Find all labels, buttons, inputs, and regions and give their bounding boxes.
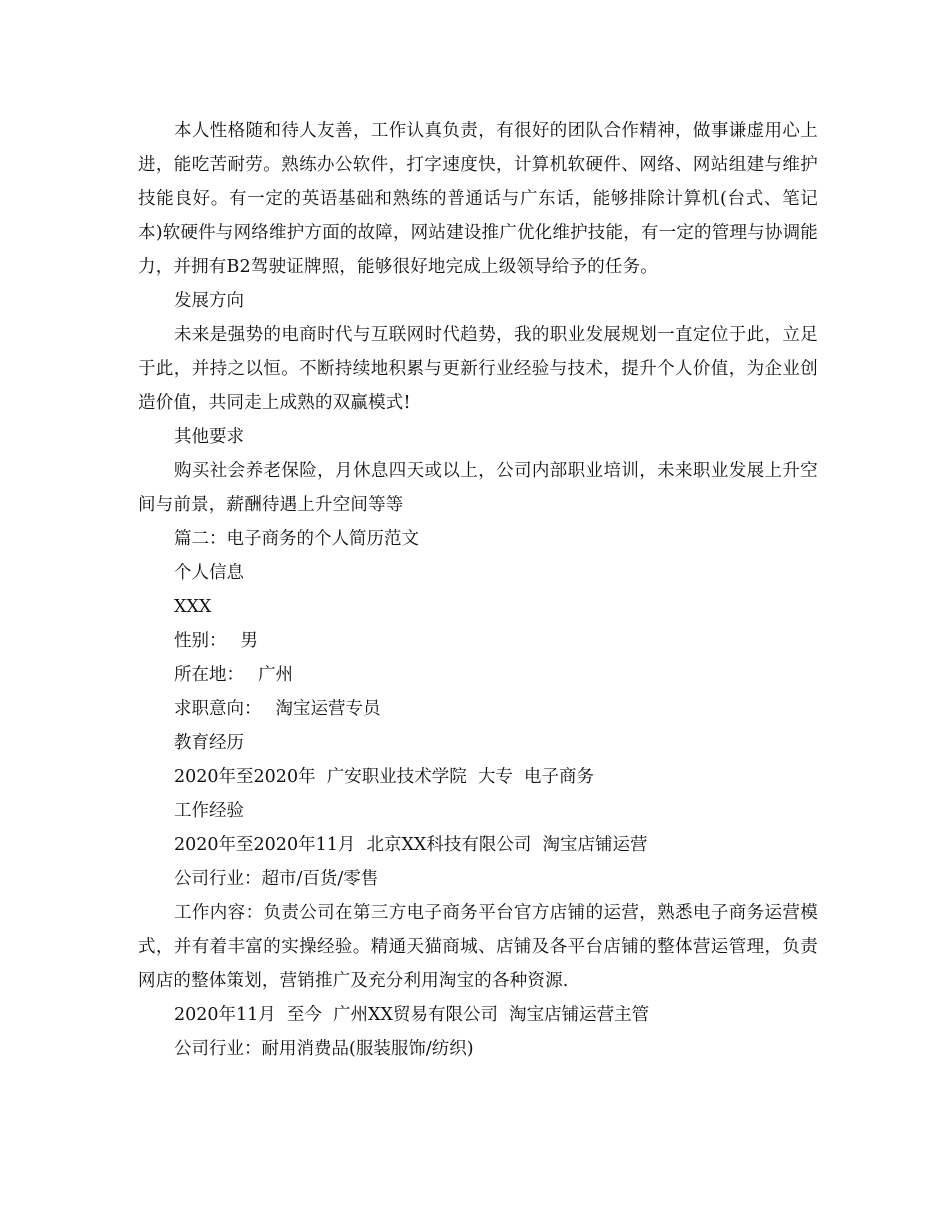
gender-value: 男 xyxy=(240,631,258,651)
work-experience-heading: 工作经验 xyxy=(174,801,244,821)
job2-entry: 2020年11月 至今 广州XX贸易有限公司 淘宝店铺运营主管 xyxy=(174,1005,650,1025)
job-intent-value: 淘宝运营专员 xyxy=(275,699,381,719)
development-paragraph: 未来是强势的电商时代与互联网时代趋势，我的职业发展规划一直定位于此，立足于此，并持之以恒。不断持续地积累与更新行业经验与技术，提升个人价值，为企业创造价值，共同走上成熟的双赢模式! xyxy=(138,325,818,413)
job1-content: 工作内容：负责公司在第三方电子商务平台官方店铺的运营，熟悉电子商务运营模式，并有着丰富的实操经验。精通天猫商城、店铺及各平台店铺的整体营运管理，负责网店的整体策划，营销推广及充分利用淘宝的各种资源. xyxy=(138,903,818,991)
part-two-title: 篇二：电子商务的个人简历范文 xyxy=(174,529,419,549)
gender-label: 性别： xyxy=(174,631,227,651)
job-intent-label: 求职意向： xyxy=(174,699,262,719)
location-value: 广州 xyxy=(258,665,293,685)
personal-info-heading: 个人信息 xyxy=(174,563,244,583)
job-intent-line xyxy=(138,692,818,726)
name-line: XXX xyxy=(174,597,212,617)
job2-industry: 公司行业：耐用消费品(服装服饰/纺织) xyxy=(174,1039,474,1059)
development-heading: 发展方向 xyxy=(174,291,244,311)
intro-paragraph: 本人性格随和待人友善，工作认真负责，有很好的团队合作精神，做事谦虚用心上进，能吃苦耐劳。熟练办公软件，打字速度快，计算机软硬件、网络、网站组建与维护技能良好。有一定的英语基础和熟练的普通话与广东话，能够排除计算机(台式、笔记本)软硬件与网络维护方面的故障，网站建设推广优化维护技能，有一定的管理与协调能力，并拥有B2驾驶证牌照，能够很好地完成上级领导给予的任务。 xyxy=(138,121,818,277)
gender-line xyxy=(138,624,818,658)
other-requirements-paragraph: 购买社会养老保险，月休息四天或以上，公司内部职业培训，未来职业发展上升空间与前景，薪酬待遇上升空间等等 xyxy=(138,461,818,515)
job1-industry: 公司行业：超市/百货/零售 xyxy=(174,869,379,889)
other-requirements-heading: 其他要求 xyxy=(174,427,244,447)
location-label: 所在地： xyxy=(174,665,244,685)
education-entry: 2020年至2020年 广安职业技术学院 大专 电子商务 xyxy=(174,767,594,787)
document-page xyxy=(138,114,818,1066)
location-line xyxy=(138,658,818,692)
education-heading: 教育经历 xyxy=(174,733,244,753)
job1-entry: 2020年至2020年11月 北京XX科技有限公司 淘宝店铺运营 xyxy=(174,835,648,855)
